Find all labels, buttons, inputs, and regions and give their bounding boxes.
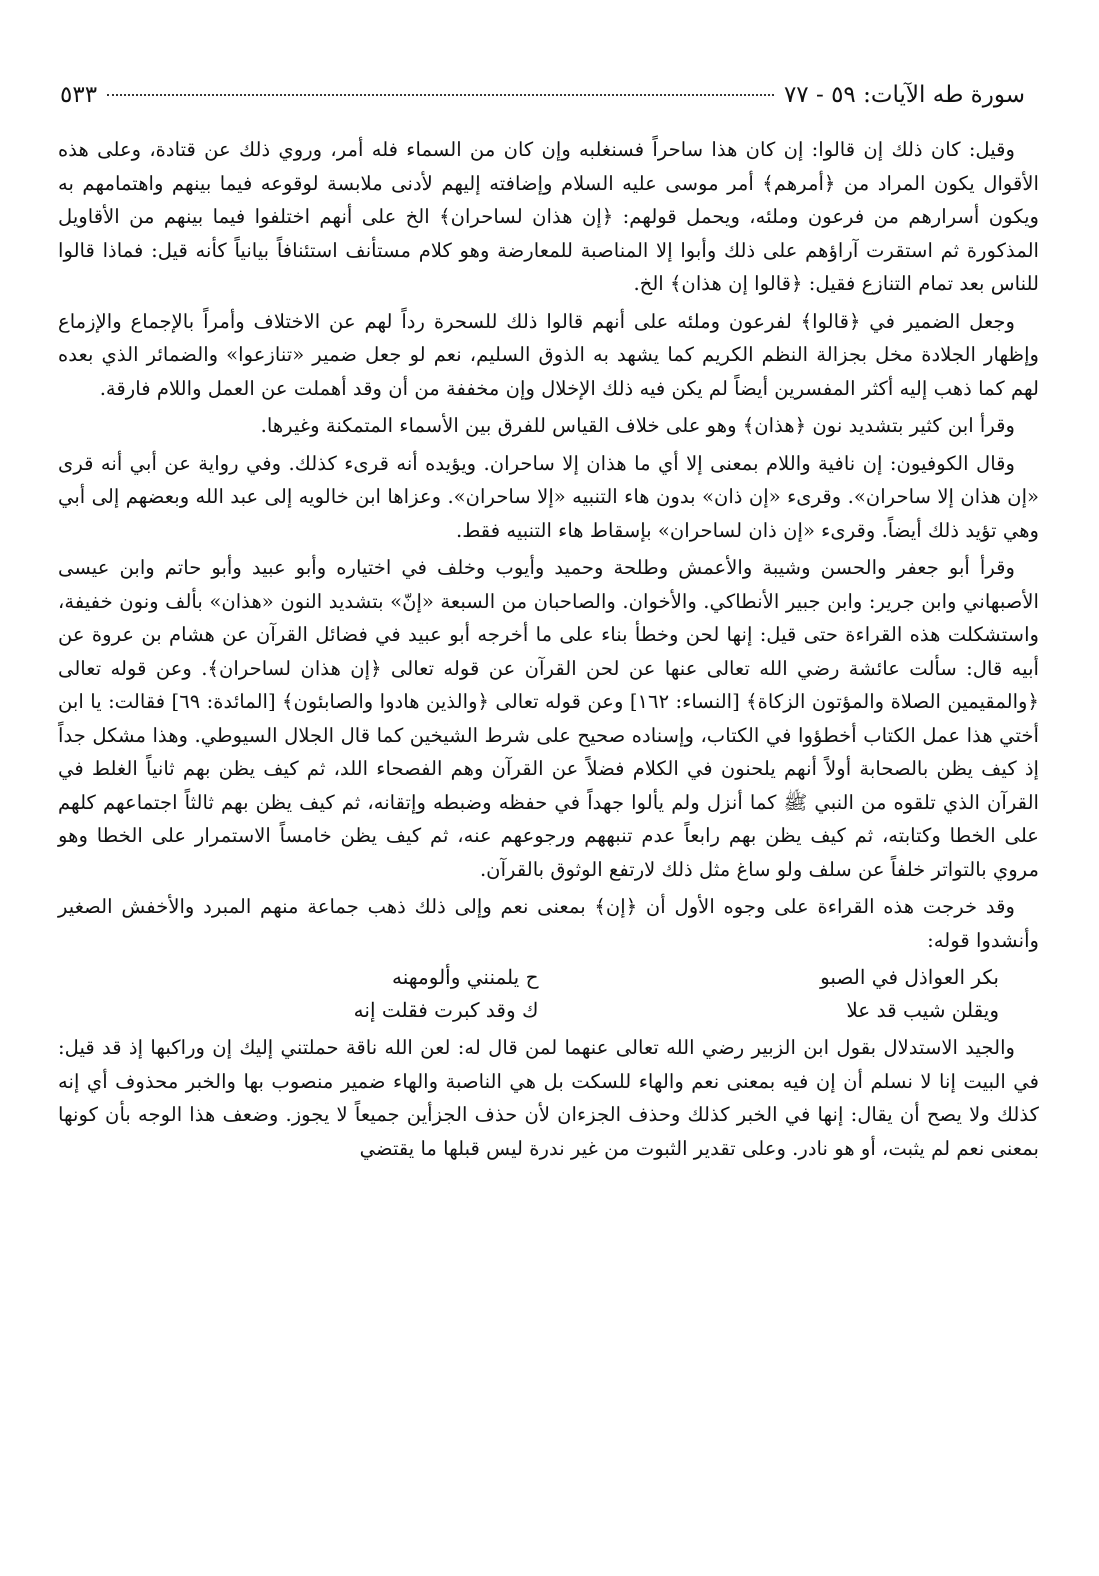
verse-2-second-hemistich: ك وقد كبرت فقلت إنه <box>353 998 539 1022</box>
paragraph-1: وقيل: كان ذلك إن قالوا: إن كان هذا ساحراً فسنغلبه وإن كان من السماء فله أمر، وروي ذلك عن قتادة، وعلى هذه الأقوال يكون المراد من ﴿أمرهم﴾ أمر موسى عليه السلام وإضافته إليهم لأدنى ملابسة لوقوعه فيما بينهم واهتمامهم به ويكون أسرارهم من فرعون وملئه، ويحمل قولهم: ﴿إن هذان لساحران﴾ الخ على أنهم اختلفوا فيما بينهم من الأقاويل المذكورة ثم استقرت آراؤهم على ذلك وأبوا إلا المناصبة للمعارضة وهو كلام مستأنف استئنافاً بيانياً كأنه قيل: فماذا قالوا للناس بعد تمام التنازع فقيل: ﴿قالوا إن هذان﴾ الخ. <box>58 138 1039 295</box>
page-number: ٥٣٣ <box>60 82 98 108</box>
paragraph-5: وقرأ أبو جعفر والحسن وشيبة والأعمش وطلحة وحميد وأيوب وخلف في اختياره وأبو عبيد وأبو حاتم وابن عيسى الأصبهاني وابن جرير: وابن جبير الأنطاكي. والأخوان. والصاحبان من السبعة «إنّ» بتشديد النون «هذان» بألف ونون خفيفة، واستشكلت هذه القراءة حتى قيل: إنها لحن وخطأ بناء على ما أخرجه أبو عبيد في فضائل القرآن عن هشام بن عروة عن أبيه قال: سألت عائشة رضي الله تعالى عنها عن لحن القرآن عن قوله تعالى ﴿إن هذان لساحران﴾. وعن قوله تعالى ﴿والمقيمين الصلاة والمؤتون الزكاة﴾ [النساء: ١٦٢] وعن قوله تعالى ﴿والذين هادوا والصابئون﴾ [المائدة: ٦٩] فقالت: يا ابن أختي هذا عمل الكتاب أخطؤوا في الكتاب، وإسناده صحيح على شرط الشيخين كما قال الجلال السيوطي. وهذا مشكل جداً إذ كيف يظن بالصحابة أولاً أنهم يلحنون في الكلام فضلاً عن القرآن وهم الفصحاء اللد، ثم كيف يظن بهم ثانياً الغلط في القرآن الذي تلقوه من النبي ﷺ كما أنزل ولم يألوا جهداً في حفظه وضبطه وإتقانه، ثم كيف يظن بهم ثالثاً اجتماعهم كلهم على الخطا وكتابته، ثم كيف يظن بهم رابعاً عدم تنبههم ورجوعهم عنه، ثم كيف يظن خامساً الاستمرار على الخطا وهو مروي بالتواتر خلفاً عن سلف ولو ساغ مثل ذلك لارتفع الوثوق بالقرآن. <box>58 556 1040 881</box>
header-dotted-rule <box>107 94 774 96</box>
paragraph-2: وجعل الضمير في ﴿قالوا﴾ لفرعون وملئه على أنهم قالوا ذلك للسحرة رداً لهم عن الاختلاف وأمراً بالإجماع والإزماع وإظهار الجلادة مخل بجزالة النظم الكريم كما يشهد به الذوق السليم، نعم لو جعل ضمير «تنازعوا» والضمائر الذي بعده لهم كما ذهب إليه أكثر المفسرين أيضاً لم يكن فيه ذلك الإخلال وإن مخففة من أن وقد أهملت عن العمل واللام فارقة. <box>58 309 1039 400</box>
verse-1-first-hemistich: بكر العواذل في الصبو <box>820 965 999 989</box>
paragraph-7: والجيد الاستدلال بقول ابن الزبير رضي الله تعالى عنهما لمن قال له: لعن الله ناقة حملتني إليك إن وراكبها إذ قد قيل: في البيت إنا لا نسلم أن إن فيه بمعنى نعم والهاء للسكت بل هي الناصبة والهاء ضمير منصوب بها والخبر محذوف أي إنه كذلك ولا يصح أن يقال: إنها في الخبر كذلك وحذف الجزءان لأن حذف الجزأين جميعاً لا يجوز. وضعف هذا الوجه بأن كونها بمعنى نعم لم يثبت، أو هو نادر. وعلى تقدير الثبوت من غير ندرة ليس قبلها ما يقتضي <box>58 1036 1039 1160</box>
paragraph-6: وقد خرجت هذه القراءة على وجوه الأول أن ﴿إن﴾ بمعنى نعم وإلى ذلك ذهب جماعة منهم المبرد والأخفش الصغير وأنشدوا قوله: <box>58 895 1039 952</box>
page-body <box>58 133 1039 1169</box>
poem-verses <box>58 961 1039 1027</box>
paragraph-4: وقال الكوفيون: إن نافية واللام بمعنى إلا أي ما هذان إلا ساحران. ويؤيده أنه قرىء كذلك. وفي رواية عن أبي أنه قرى «إن هذان إلا ساحران». وقرىء «إن ذان» بدون هاء التنبيه «إلا ساحران». وعزاها ابن خالويه إلى عبد الله وبعضهم إلى أبي وهي تؤيد ذلك أيضاً. وقرىء «إن ذان لساحران» بإسقاط هاء التنبيه فقط. <box>58 451 1039 542</box>
verse-2-first-hemistich: ويقلن شيب قد علا <box>846 998 999 1022</box>
surah-heading: سورة طه الآيات: ٥٩ - ٧٧ <box>783 82 1025 108</box>
paragraph-3: وقرأ ابن كثير بتشديد نون ﴿هذان﴾ وهو على خلاف القياس للفرق بين الأسماء المتمكنة وغيرها. <box>260 414 1015 437</box>
running-header <box>60 82 1025 122</box>
verse-1-second-hemistich: ح يلمنني وألومهنه <box>392 965 539 989</box>
